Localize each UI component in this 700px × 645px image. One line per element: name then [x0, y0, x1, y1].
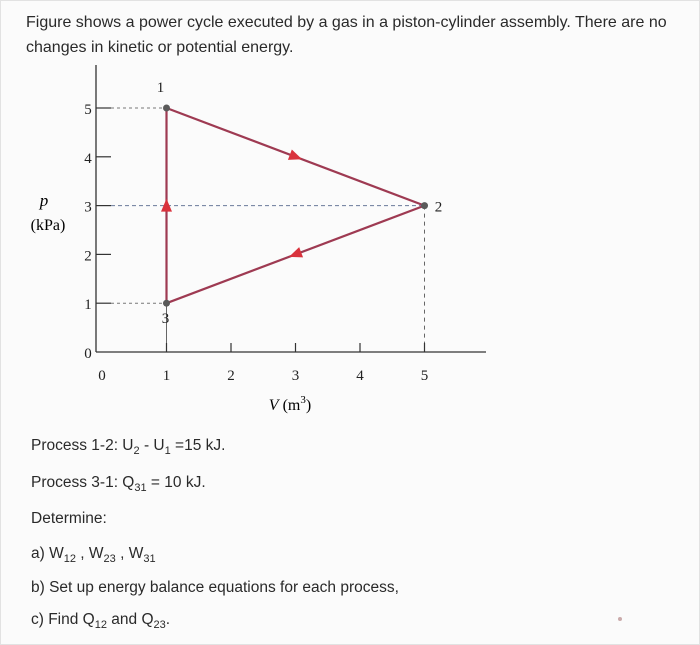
part-a-question: a) $W_{12}$ , $W_{23}$ , $W_{31}$: [31, 545, 156, 566]
process-1-2-statement: Process 1-2: $U_2 - U_1 =15$ kJ.: [31, 437, 226, 458]
state-point-2: [421, 202, 428, 209]
y-tick-label: 0: [84, 346, 92, 362]
x-tick-label: 0: [98, 368, 106, 384]
y-tick-label: 3: [84, 199, 92, 216]
y-tick-label: 1: [84, 297, 92, 314]
problem-intro-text: Figure shows a power cycle executed by a gas in a piston-cylinder assembly. There are no changes in kinetic or potential energy.: [26, 14, 667, 56]
y-tick-label: 4: [84, 150, 92, 167]
part-b-question: b) Set up energy balance equations for each process,: [31, 579, 399, 596]
y-tick-label: 2: [84, 248, 92, 265]
x-tick-label: 5: [420, 368, 429, 384]
y-tick-label: 5: [84, 102, 92, 118]
axis-ticks: [84, 102, 428, 384]
guide-lines: [111, 108, 425, 352]
photo-speck: [618, 617, 622, 621]
x-axis-label: [269, 394, 311, 414]
state-point-1: [163, 105, 170, 112]
x-axis-symbol: V: [268, 397, 279, 414]
y-axis-unit: (kPa): [30, 217, 66, 234]
x-tick-label: 3: [291, 368, 300, 384]
determine-heading: Determine:: [31, 510, 107, 527]
process-arrow-2-3: [287, 247, 303, 262]
x-axis-unit-close: ): [305, 397, 312, 414]
x-tick-label: 2: [227, 368, 235, 384]
x-tick-label: 4: [356, 368, 364, 384]
x-axis-unit: (m: [282, 397, 301, 414]
x-tick-label: 1: [162, 368, 171, 384]
state-label-2: 2: [434, 199, 443, 216]
process-arrow-1-2: [288, 150, 304, 165]
process-3-1-statement: Process 3-1: $Q_{31} = 10$ kJ.: [31, 474, 206, 495]
part-c-question: c) Find $Q_{12}$ and $Q_{23}$.: [31, 611, 171, 632]
state-point-3: [163, 300, 170, 307]
state-label-1: 1: [156, 80, 165, 96]
y-axis-symbol: p: [39, 191, 49, 210]
state-label-3: 3: [161, 311, 170, 328]
x-axis-unit-superscript: 3: [300, 394, 306, 406]
